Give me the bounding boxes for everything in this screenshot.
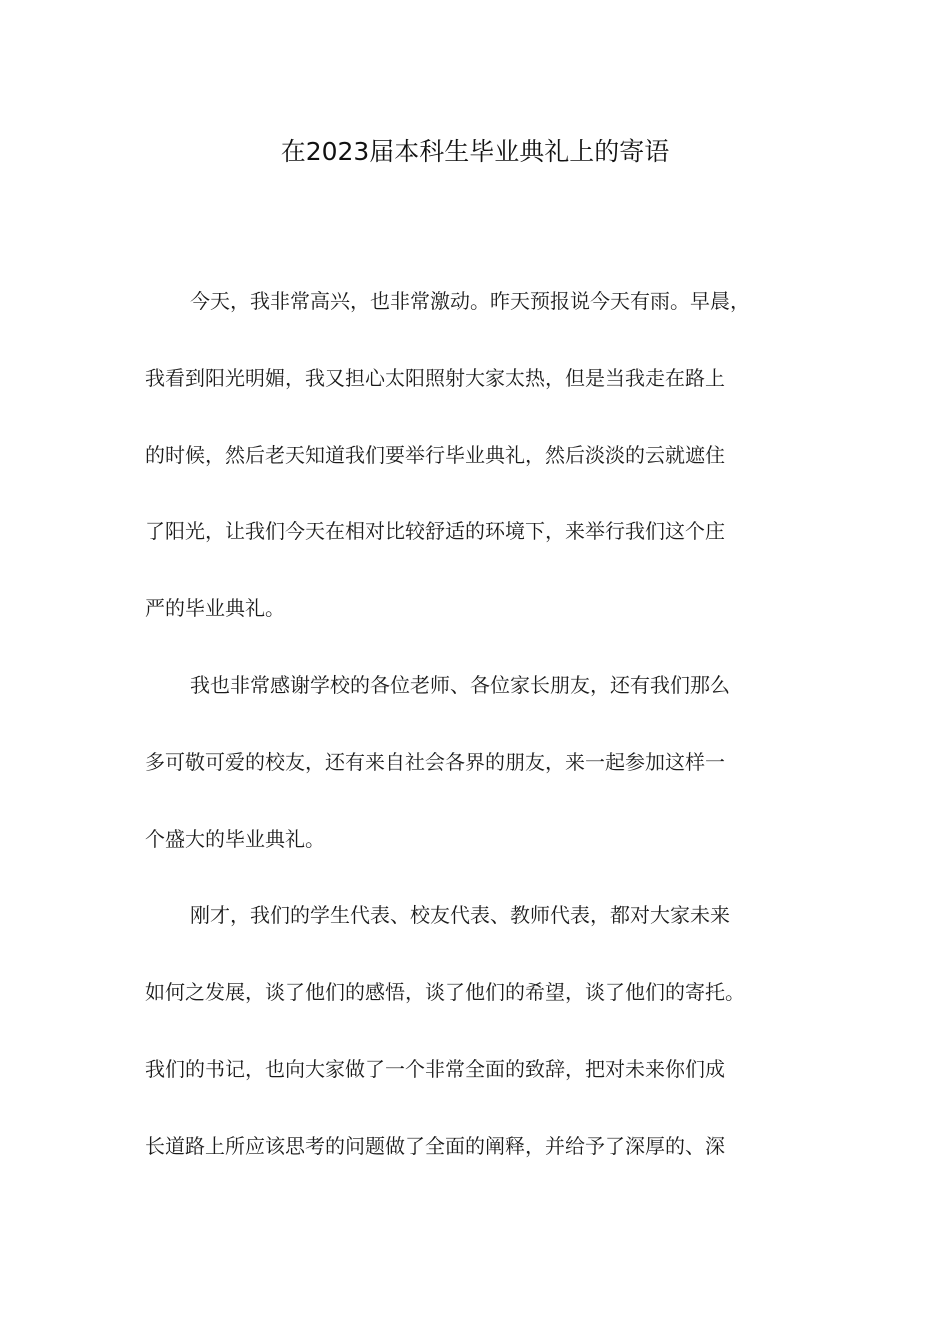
- paragraph-1-line-1: 今天，我非常高兴，也非常激动。昨天预报说今天有雨。早晨，: [190, 289, 750, 313]
- paragraph-2-line-1: 我也非常感谢学校的各位老师、各位家长朋友，还有我们那么: [190, 672, 730, 697]
- document-body: [145, 282, 805, 1204]
- document-title: 在2023届本科生毕业典礼上的寄语: [280, 137, 670, 166]
- paragraph-3-line-3: 我们的书记，也向大家做了一个非常全面的致辞，把对未来你们成: [145, 1056, 725, 1081]
- paragraph-1-line-5: 严的毕业典礼。: [145, 596, 285, 621]
- paragraph-3-line-2: 如何之发展，谈了他们的感悟，谈了他们的希望，谈了他们的寄托。: [145, 980, 745, 1005]
- paragraph-1-line-4: 了阳光，让我们今天在相对比较舒适的环境下，来举行我们这个庄: [145, 519, 725, 544]
- paragraph-2-line-2: 多可敬可爱的校友，还有来自社会各界的朋友，来一起参加这样一: [145, 749, 725, 774]
- paragraph-1-line-3: 的时候，然后老天知道我们要举行毕业典礼，然后淡淡的云就遮住: [145, 442, 725, 467]
- paragraph-3-line-4: 长道路上所应该思考的问题做了全面的阐释，并给予了深厚的、深: [145, 1133, 725, 1158]
- paragraph-2-line-3: 个盛大的毕业典礼。: [145, 826, 325, 851]
- paragraph-3-line-1: 刚才，我们的学生代表、校友代表、教师代表，都对大家未来: [190, 903, 730, 928]
- paragraph-1-line-2: 我看到阳光明媚，我又担心太阳照射大家太热，但是当我走在路上: [145, 365, 725, 390]
